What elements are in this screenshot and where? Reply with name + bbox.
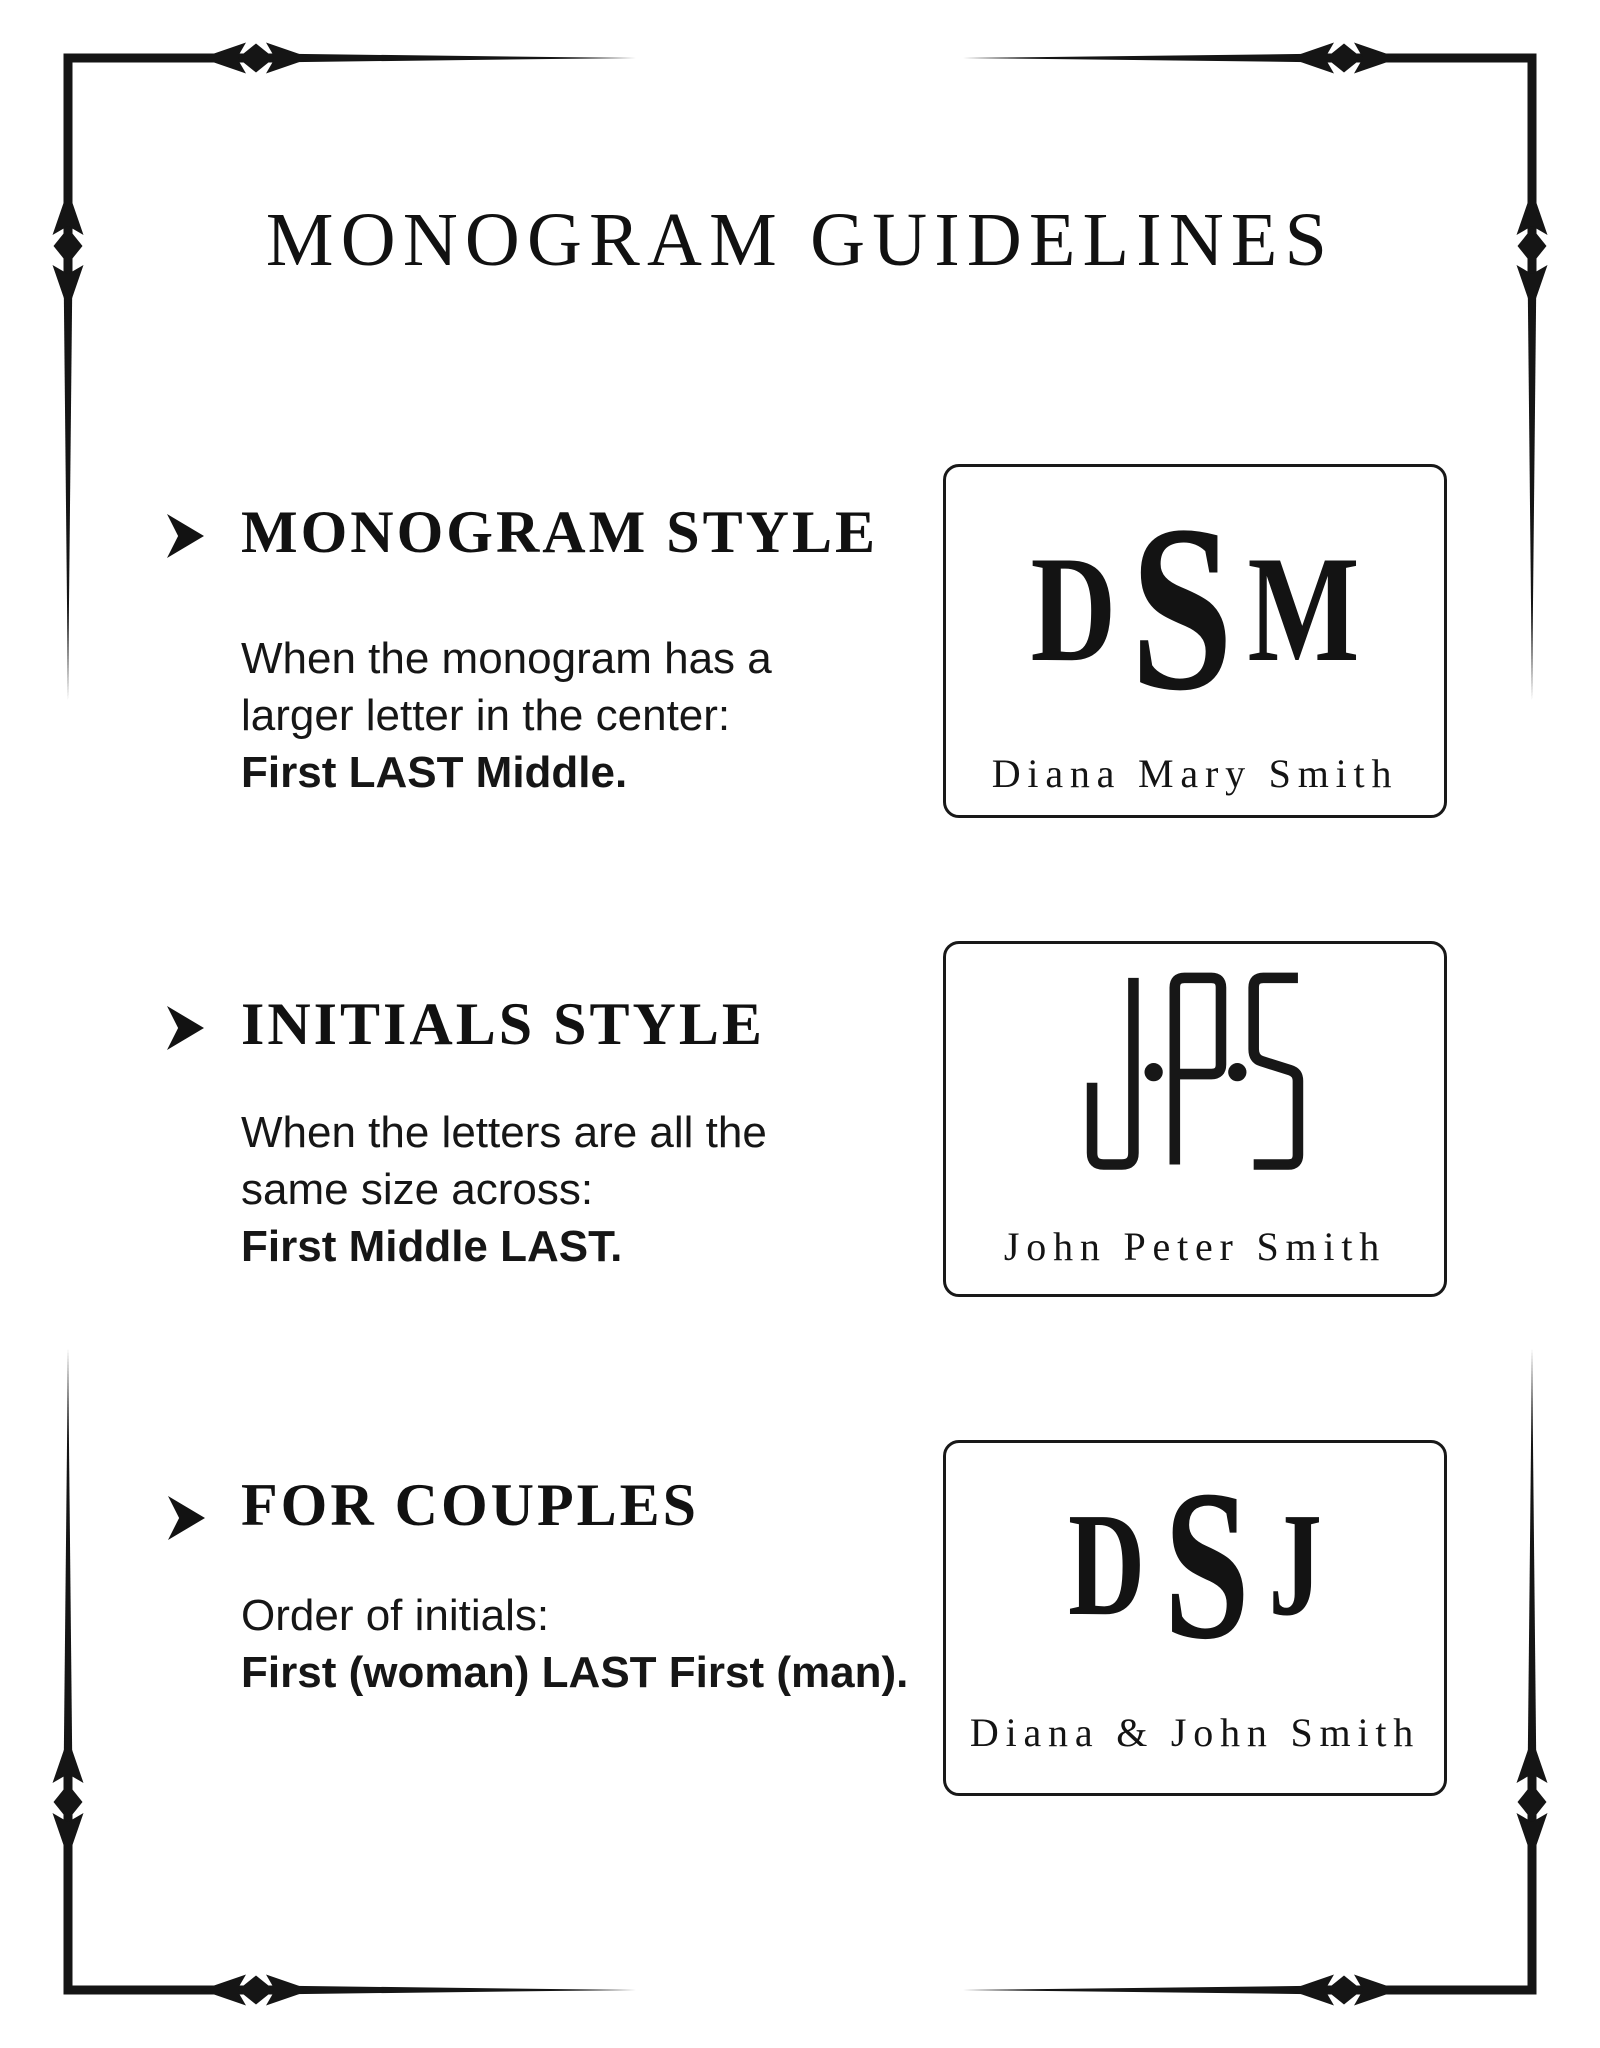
letter-p-path [1175, 978, 1221, 1165]
example-name: John Peter Smith [1003, 1224, 1387, 1269]
letter-s-path [1254, 978, 1298, 1165]
section-body-monogram-style [241, 630, 772, 801]
section-body-initials-style [241, 1104, 767, 1275]
body-line: Order of initials: [241, 1591, 550, 1640]
monogram-letter: M [1247, 525, 1360, 693]
section-body-for-couples [241, 1587, 908, 1701]
monogram-letter: J [1268, 1482, 1322, 1647]
format-rule: First (woman) LAST First (man). [241, 1648, 909, 1697]
monogram-dsm [1001, 477, 1389, 740]
separator-dot [1145, 1063, 1163, 1081]
section-heading-initials-style: INITIALS STYLE [241, 991, 765, 1057]
example-card-monogram-style [943, 464, 1447, 818]
example-name: Diana Mary Smith [991, 751, 1399, 796]
section-heading-monogram-style: MONOGRAM STYLE [241, 499, 879, 565]
body-line: same size across: [241, 1165, 594, 1214]
page-title: MONOGRAM GUIDELINES [265, 198, 1335, 282]
corner-ornament-top-left [53, 43, 638, 701]
example-name: Diana & John Smith [969, 1710, 1421, 1755]
monogram-letter-large: S [1163, 1445, 1250, 1684]
monogram-letter: D [1068, 1482, 1146, 1647]
example-card-initials-style [943, 941, 1447, 1297]
section-heading-for-couples: FOR COUPLES [241, 1472, 700, 1538]
monogram-letter: D [1030, 525, 1117, 693]
separator-dot [1228, 1063, 1246, 1081]
letter-j-path [1092, 978, 1133, 1165]
body-line: larger letter in the center: [241, 691, 731, 740]
format-rule: First Middle LAST. [241, 1222, 623, 1271]
monogram-jps [1089, 975, 1301, 1177]
monogram-dsj [1016, 1445, 1375, 1684]
example-card-for-couples [943, 1440, 1447, 1796]
format-rule: First LAST Middle. [241, 748, 628, 797]
monogram-letter-large: S [1130, 477, 1234, 740]
body-line: When the monogram has a [241, 634, 772, 683]
body-line: When the letters are all the [241, 1108, 767, 1157]
